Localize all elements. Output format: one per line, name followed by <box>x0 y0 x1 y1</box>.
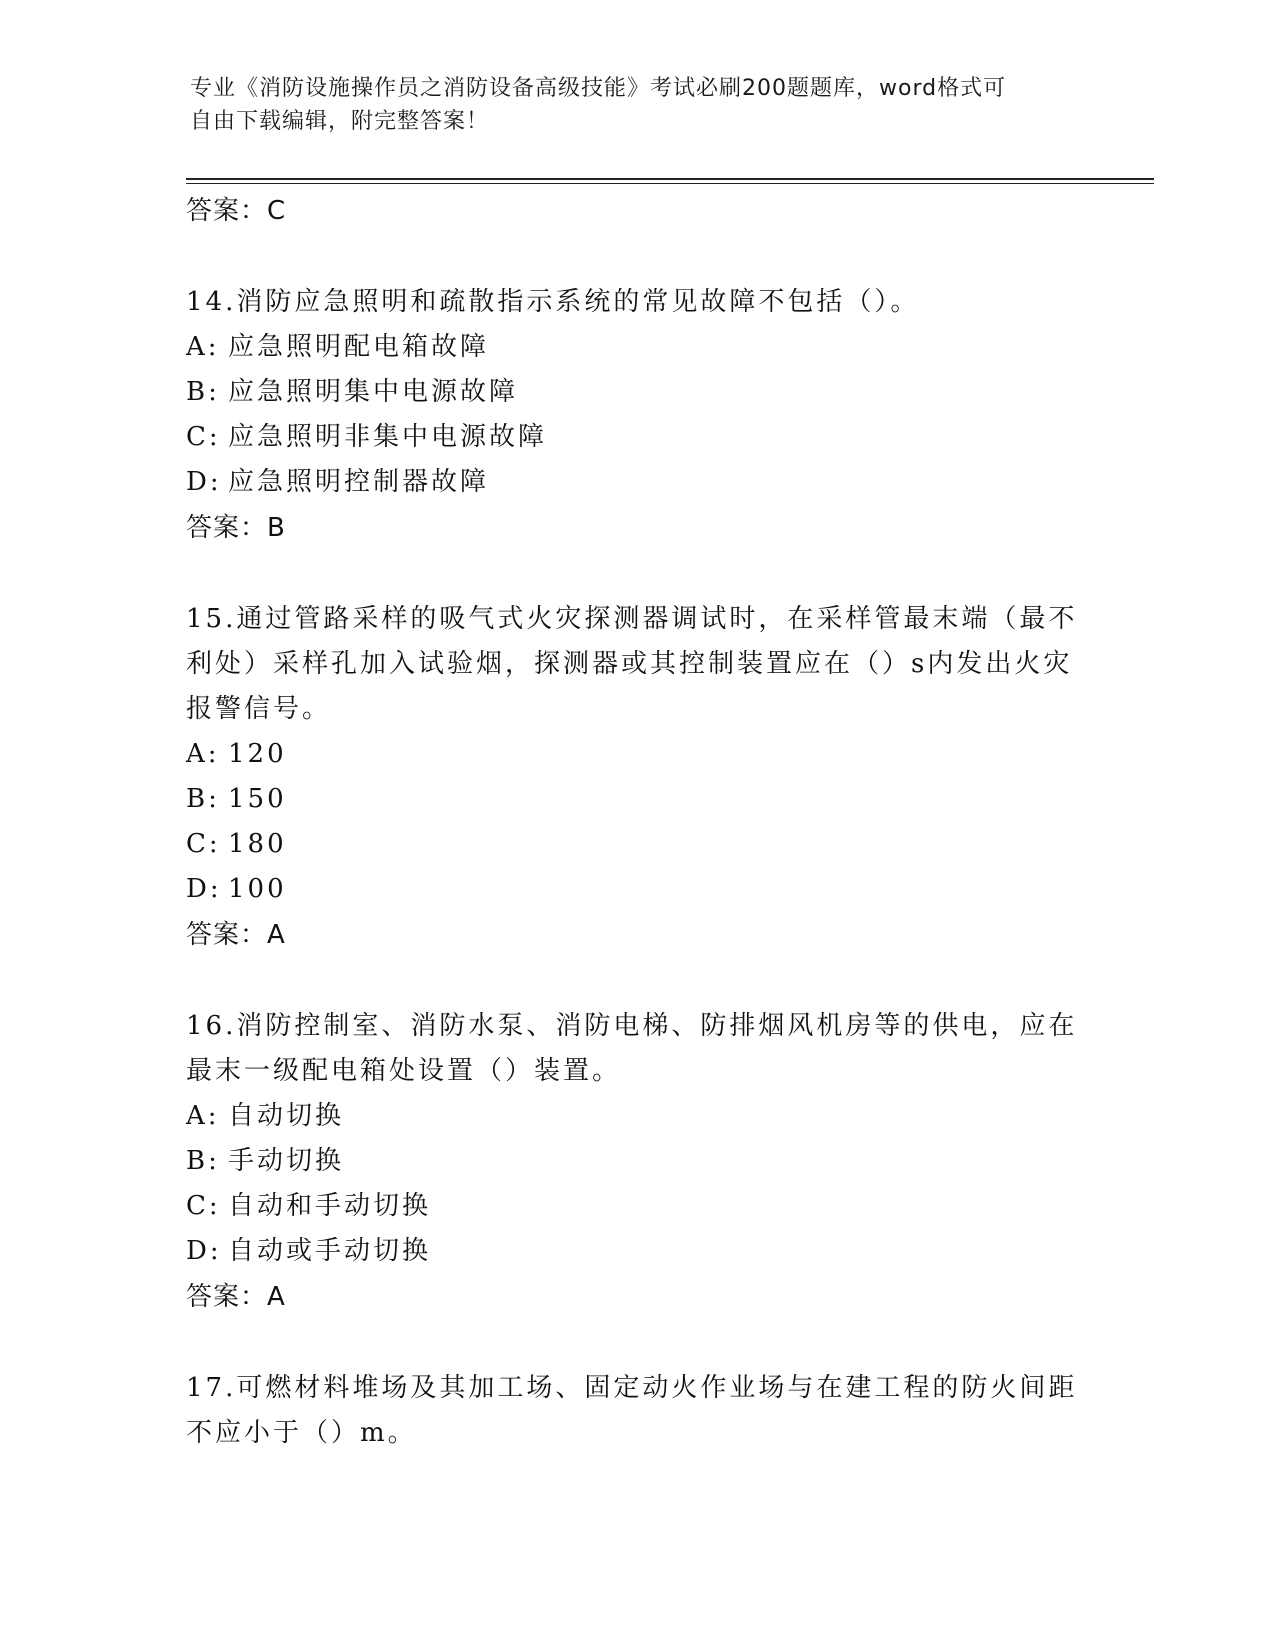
option-a <box>186 1094 1086 1139</box>
option-text: 120 <box>228 739 287 769</box>
question-list <box>186 188 1086 1456</box>
question-15 <box>186 597 1086 958</box>
header-divider-thin <box>186 183 1154 184</box>
option-text: 应急照明配电箱故障 <box>228 332 490 362</box>
option-letter: A: <box>186 332 220 362</box>
question-14 <box>186 280 1086 551</box>
option-text: 手动切换 <box>228 1146 345 1176</box>
question-stem: 16.消防控制室、消防水泵、消防电梯、防排烟风机房等的供电，应在最末一级配电箱处设置（）装置。 <box>186 1011 1078 1086</box>
option-letter: D: <box>186 874 222 904</box>
option-text: 应急照明集中电源故障 <box>228 377 519 407</box>
option-letter: D: <box>186 467 222 497</box>
option-text: 100 <box>228 874 287 904</box>
option-d <box>186 867 1086 912</box>
option-text: 150 <box>228 784 287 814</box>
option-a <box>186 325 1086 370</box>
option-letter: C: <box>186 829 221 859</box>
option-text: 自动切换 <box>228 1101 345 1131</box>
option-text: 应急照明控制器故障 <box>228 467 490 497</box>
option-a <box>186 732 1086 777</box>
option-letter: C: <box>186 422 221 452</box>
option-letter: B: <box>186 377 220 407</box>
header-line-1: 专业《消防设施操作员之消防设备高级技能》考试必刷200题题库，word格式可 <box>190 76 1007 101</box>
option-d <box>186 460 1086 505</box>
answer-line: 答案：B <box>186 513 286 543</box>
question-stem: 15.通过管路采样的吸气式火灾探测器调试时，在采样管最末端（最不利处）采样孔加入试验烟，探测器或其控制装置应在（）s内发出火灾报警信号。 <box>186 604 1078 724</box>
answer-line: 答案：A <box>186 1282 286 1312</box>
option-c <box>186 415 1086 460</box>
option-b <box>186 777 1086 822</box>
question-16 <box>186 1004 1086 1320</box>
question-stem: 14.消防应急照明和疏散指示系统的常见故障不包括（）。 <box>186 287 920 317</box>
option-text: 180 <box>228 829 287 859</box>
header-line-2: 自由下载编辑，附完整答案！ <box>190 109 490 134</box>
question-17 <box>186 1366 1086 1456</box>
header-divider-thick <box>186 178 1154 180</box>
option-text: 应急照明非集中电源故障 <box>228 422 548 452</box>
previous-answer: 答案：C <box>186 196 287 226</box>
option-text: 自动或手动切换 <box>228 1236 432 1266</box>
option-letter: B: <box>186 784 220 814</box>
option-c <box>186 822 1086 867</box>
option-letter: B: <box>186 1146 220 1176</box>
option-b <box>186 370 1086 415</box>
option-letter: C: <box>186 1191 221 1221</box>
option-letter: D: <box>186 1236 222 1266</box>
document-header <box>190 72 1070 138</box>
question-stem: 17.可燃材料堆场及其加工场、固定动火作业场与在建工程的防火间距不应小于（）m。 <box>186 1373 1078 1448</box>
option-b <box>186 1139 1086 1184</box>
option-d <box>186 1229 1086 1274</box>
option-text: 自动和手动切换 <box>228 1191 432 1221</box>
option-letter: A: <box>186 739 220 769</box>
answer-line: 答案：A <box>186 920 286 950</box>
option-c <box>186 1184 1086 1229</box>
option-letter: A: <box>186 1101 220 1131</box>
